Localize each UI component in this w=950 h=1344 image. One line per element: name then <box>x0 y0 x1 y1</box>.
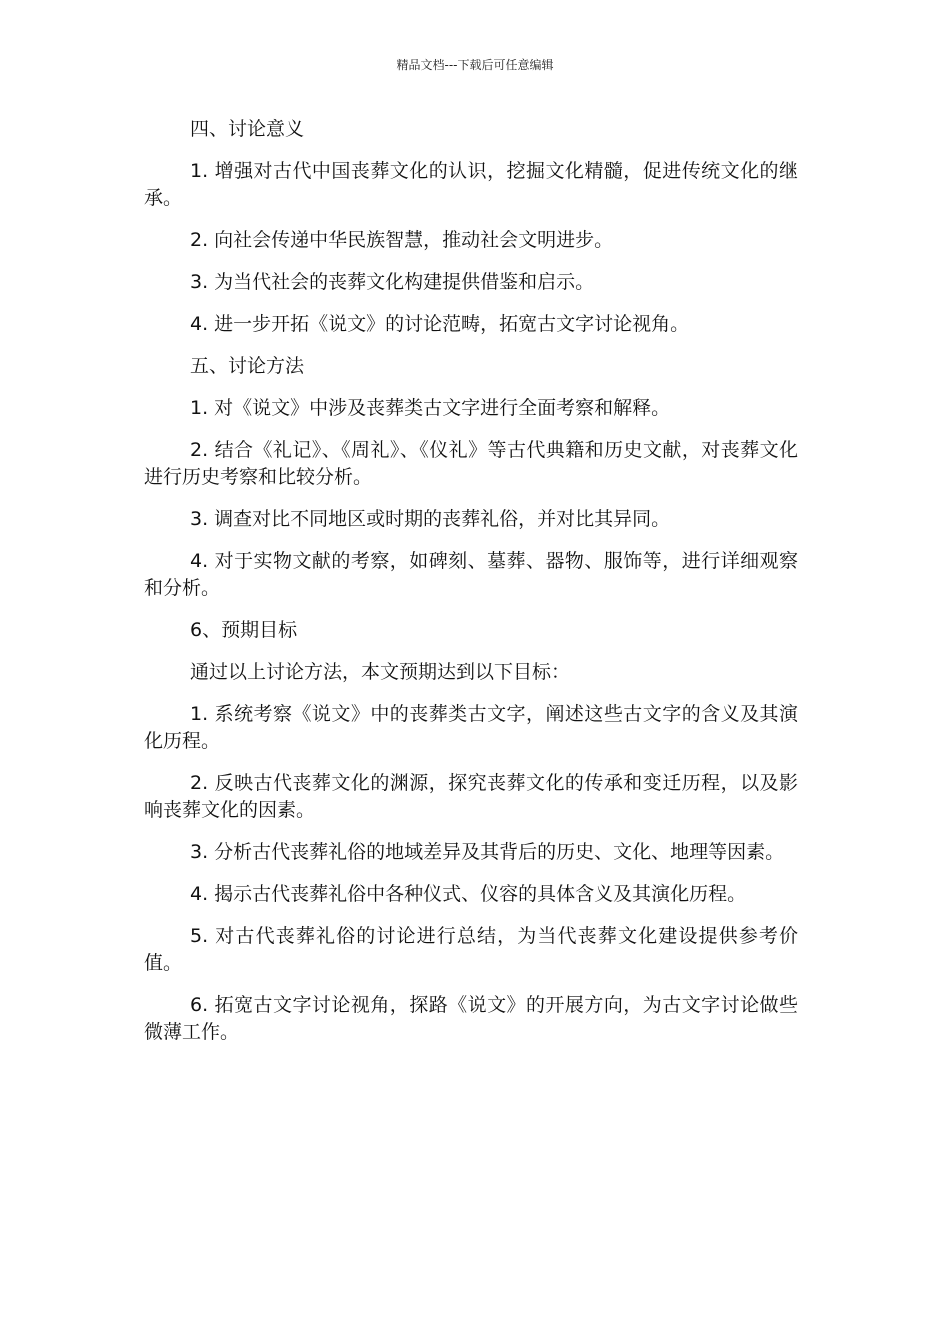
list-item: 3. 调查对比不同地区或时期的丧葬礼俗，并对比其异同。 <box>190 508 671 530</box>
document-body <box>144 116 798 1061</box>
list-item: 4. 进一步开拓《说文》的讨论范畴，拓宽古文字讨论视角。 <box>190 313 690 335</box>
list-item: 2. 向社会传递中华民族智慧，推动社会文明进步。 <box>190 229 614 251</box>
list-item: 1. 系统考察《说文》中的丧葬类古文字，阐述这些古文字的含义及其演化历程。 <box>144 703 798 752</box>
list-item: 1. 增强对古代中国丧葬文化的认识，挖掘文化精髓，促进传统文化的继承。 <box>144 160 798 209</box>
list-item: 4. 对于实物文献的考察，如碑刻、墓葬、器物、服饰等，进行详细观察和分析。 <box>144 550 798 599</box>
section-intro: 通过以上讨论方法，本文预期达到以下目标： <box>190 661 571 683</box>
list-item: 6. 拓宽古文字讨论视角，探路《说文》的开展方向，为古文字讨论做些微薄工作。 <box>144 994 798 1043</box>
section-heading-methods: 五、讨论方法 <box>190 355 305 377</box>
list-item: 1. 对《说文》中涉及丧葬类古文字进行全面考察和解释。 <box>190 397 671 419</box>
list-item: 2. 反映古代丧葬文化的渊源，探究丧葬文化的传承和变迁历程，以及影响丧葬文化的因素。 <box>144 772 798 821</box>
list-item: 2. 结合《礼记》、《周礼》、《仪礼》等古代典籍和历史文献，对丧葬文化进行历史考察和比较分析。 <box>144 439 798 488</box>
list-item: 3. 分析古代丧葬礼俗的地域差异及其背后的历史、文化、地理等因素。 <box>190 841 785 863</box>
section-heading-significance: 四、讨论意义 <box>190 118 305 140</box>
page-header: 精品文档---下载后可任意编辑 <box>396 58 554 72</box>
list-item: 3. 为当代社会的丧葬文化构建提供借鉴和启示。 <box>190 271 595 293</box>
list-item: 4. 揭示古代丧葬礼俗中各种仪式、仪容的具体含义及其演化历程。 <box>190 883 747 905</box>
list-item: 5. 对古代丧葬礼俗的讨论进行总结，为当代丧葬文化建设提供参考价值。 <box>144 925 798 974</box>
section-heading-goals: 6、预期目标 <box>190 619 298 641</box>
